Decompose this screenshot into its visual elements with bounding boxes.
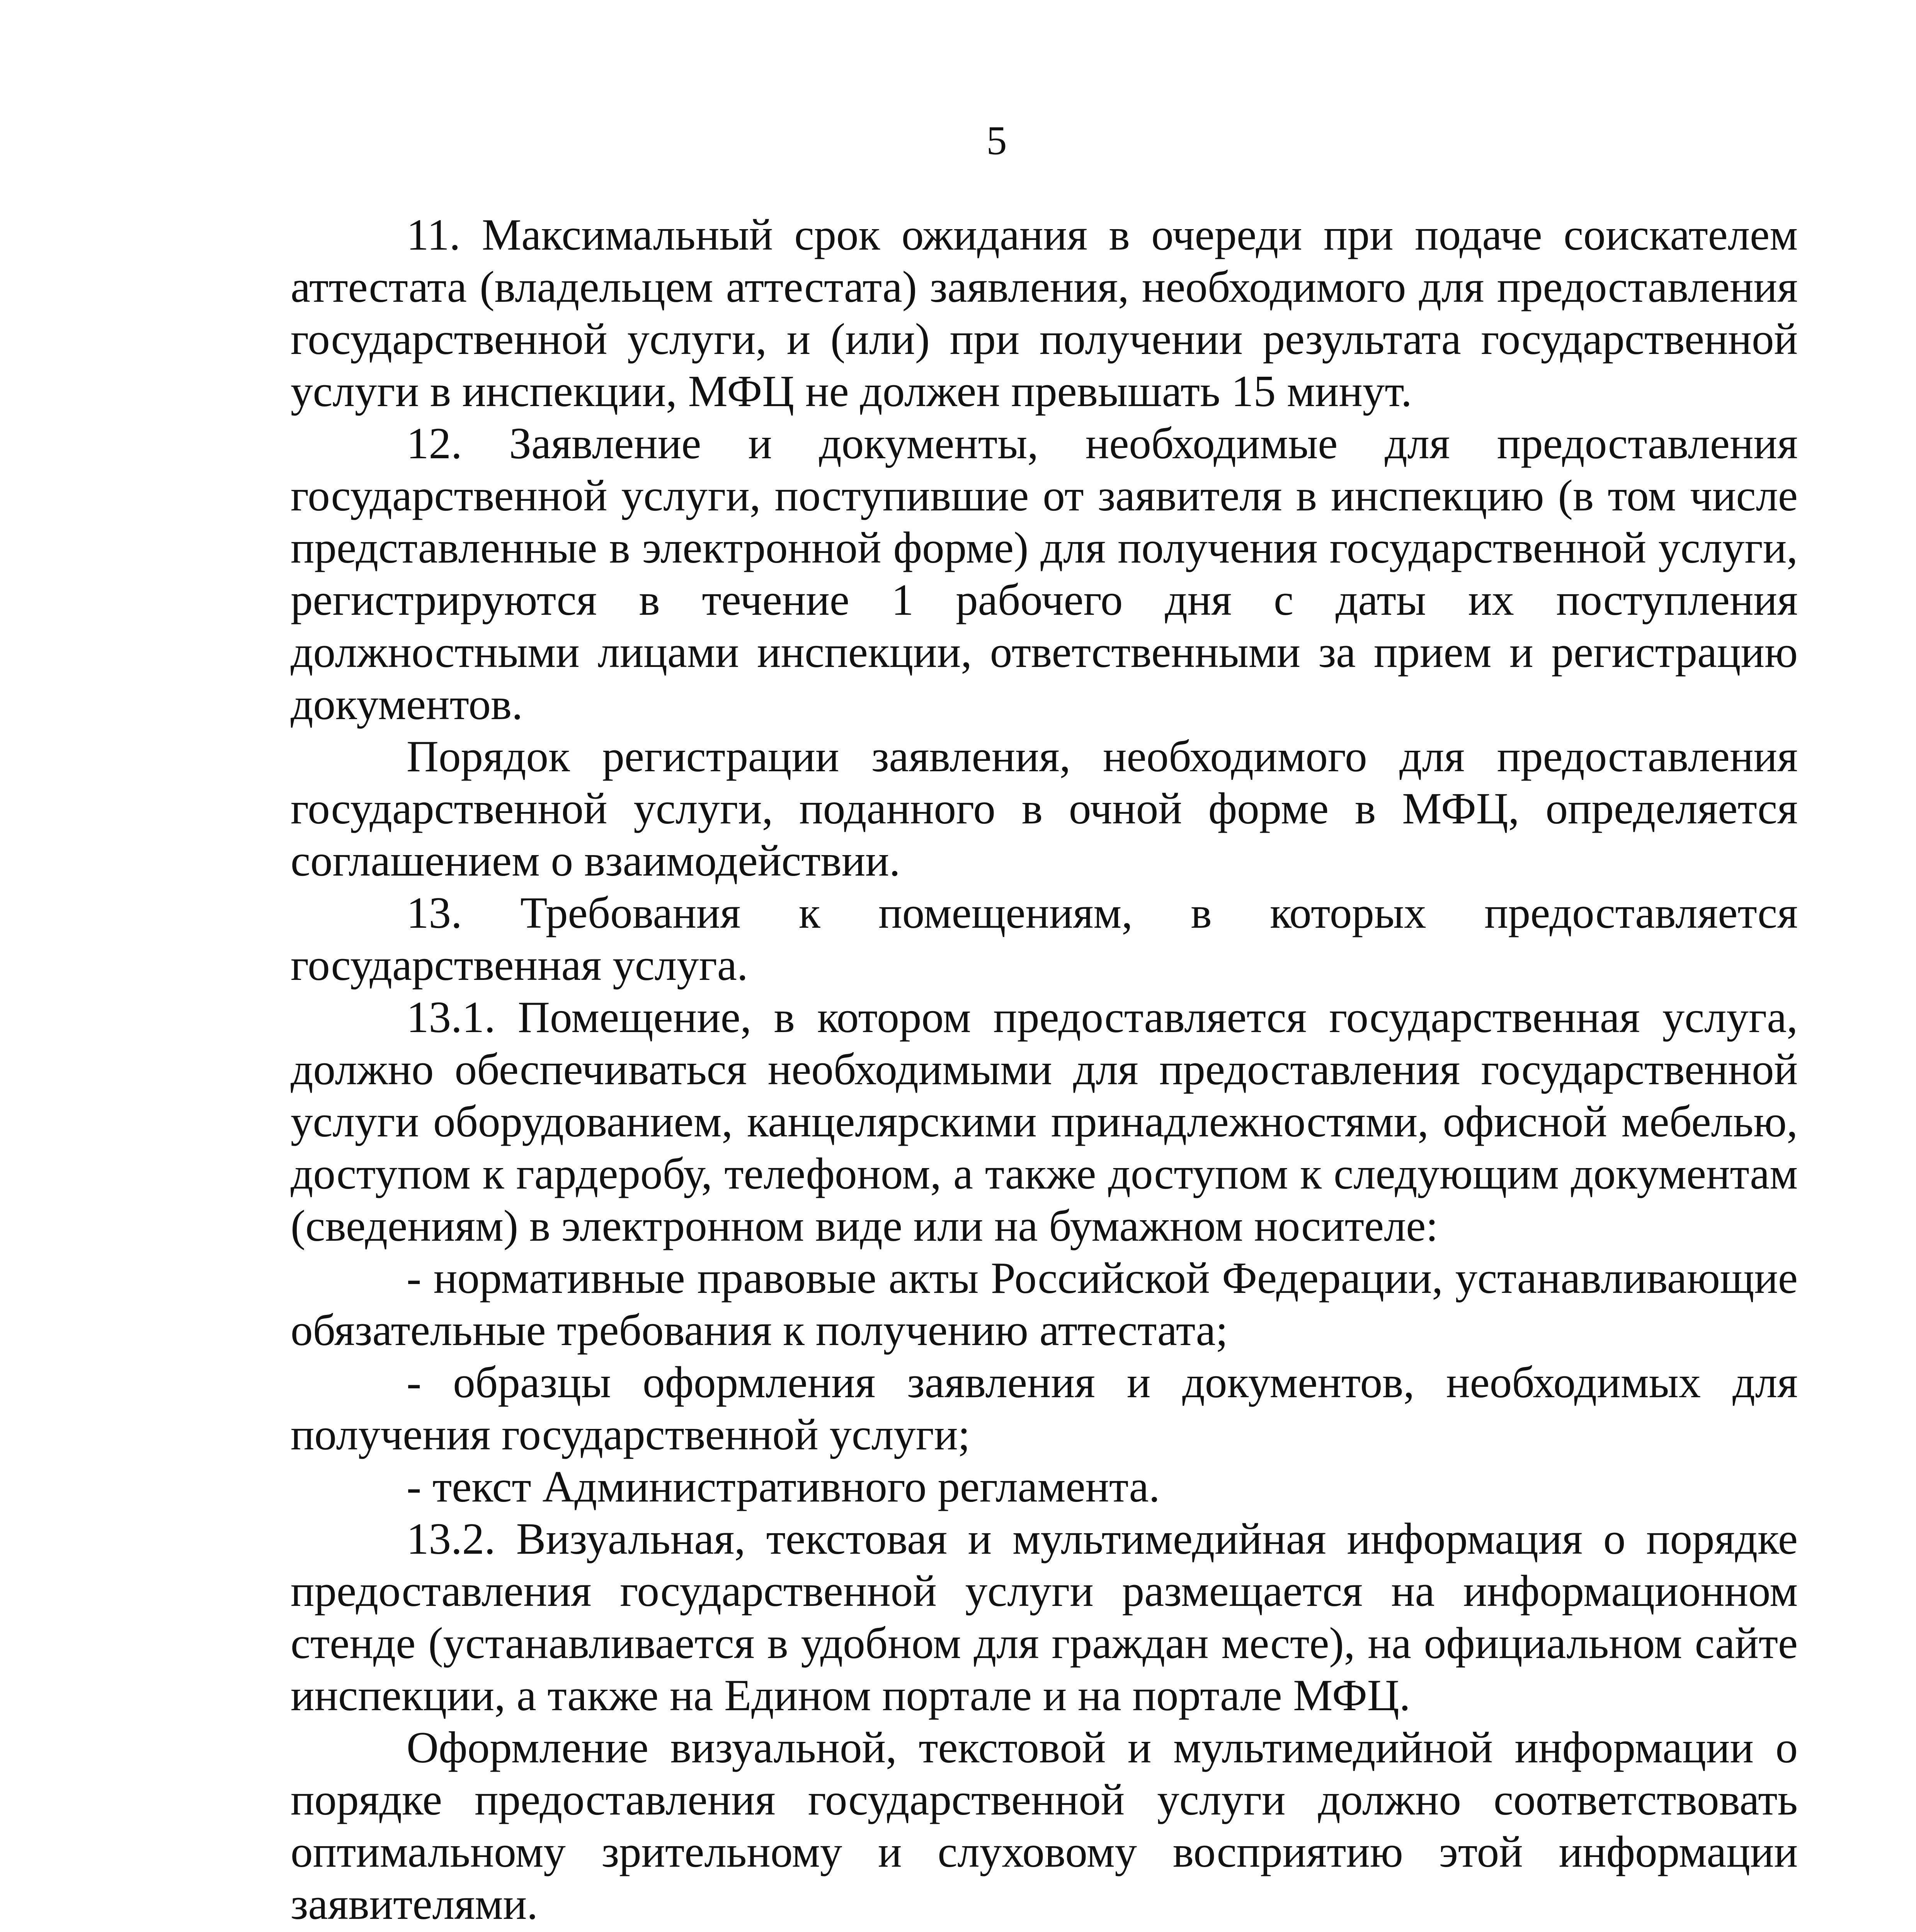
document-body [291, 209, 1798, 1932]
list-item-application-samples: - образцы оформления заявления и документов, необходимых для получения государственной услуги; [291, 1358, 1798, 1459]
paragraph-11-waiting-time: 11. Максимальный срок ожидания в очереди при подаче соискателем аттестата (владельцем аттестата) заявления, необходимого для предоставления государственной услуги, и (или) при получении результата государственной услуги в инспекции, МФЦ не должен превышать 15 минут. [291, 210, 1798, 416]
paragraph-registration-procedure-mfc: Порядок регистрации заявления, необходимого для предоставления государственной услуги, поданного в очной форме в МФЦ, определяется соглашением о взаимодействии. [291, 732, 1798, 885]
list-item-normative-acts: - нормативные правовые акты Российской Федерации, устанавливающие обязательные требования к получению аттестата; [291, 1253, 1798, 1355]
page-number: 5 [986, 118, 1007, 163]
paragraph-13-premises-requirements: 13. Требования к помещениям, в которых предоставляется государственная услуга. [291, 888, 1798, 990]
paragraph-13-3-accessibility [291, 1930, 1798, 1932]
paragraph-information-design: Оформление визуальной, текстовой и мультимедийной информации о порядке предоставления государственной услуги должно соответствовать оптимальному зрительному и слуховому восприятию этой информации заявителями. [291, 1723, 1798, 1929]
paragraph-12-application-registration: 12. Заявление и документы, необходимые для предоставления государственной услуги, поступившие от заявителя в инспекцию (в том числе представленные в электронной форме) для получения государственной услуги, регистрируются в течение 1 рабочего дня с даты их поступления должностными лицами инспекции, ответственными за прием и регистрацию документов. [291, 419, 1798, 729]
paragraph-13-1-premises-equipment: 13.1. Помещение, в котором предоставляется государственная услуга, должно обеспечиваться необходимыми для предоставления государственной услуги оборудованием, канцелярскими принадлежностями, офисной мебелью, доступом к гардеробу, телефоном, а также доступом к следующим документам (сведениям) в электронном виде или на бумажном носителе: [291, 993, 1798, 1250]
paragraph-13-2-information-placement: 13.2. Визуальная, текстовая и мультимедийная информация о порядке предоставления государственной услуги размещается на информационном стенде (устанавливается в удобном для граждан месте), на официальном сайте инспекции, а также на Едином портале и на портале МФЦ. [291, 1514, 1798, 1720]
list-item-regulation-text: - текст Административного регламента. [407, 1462, 1160, 1511]
